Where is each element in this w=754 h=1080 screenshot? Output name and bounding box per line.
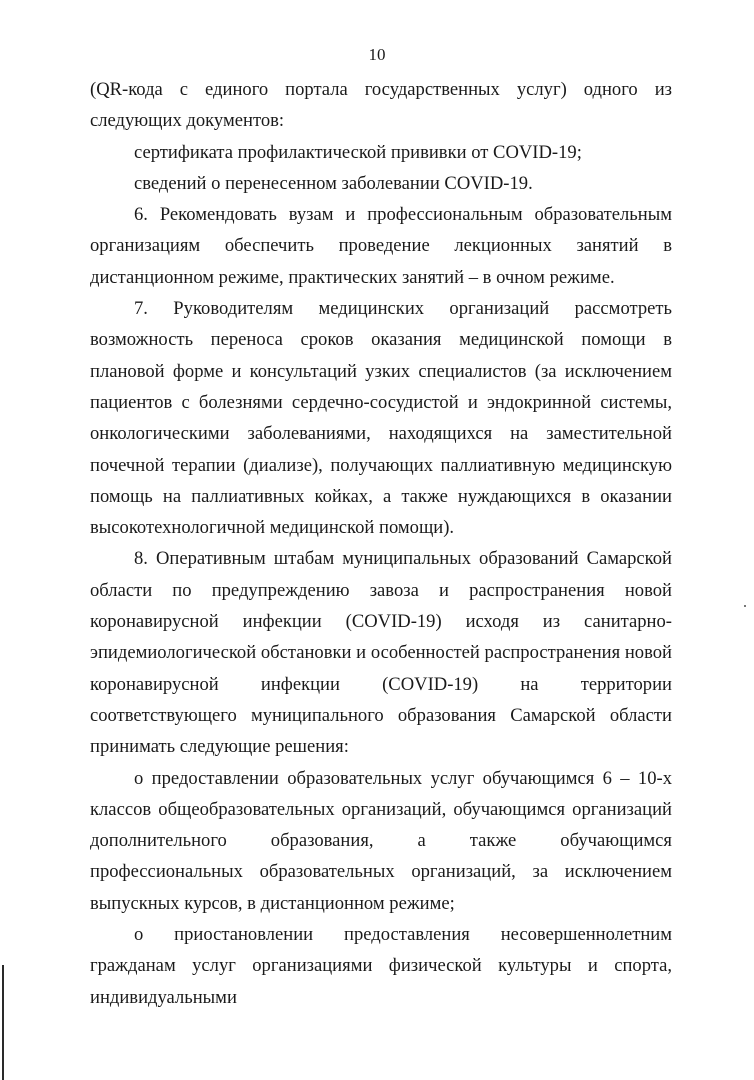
- paragraph-sports-suspension: о приостановлении предоставления несовершеннолетним гражданам услуг организациями физической культуры и спорта, индивидуальными: [90, 924, 672, 1008]
- scan-speck: [744, 605, 746, 607]
- paragraph-qr-documents: (QR-кода с единого портала государственных услуг) одного из следующих документов:: [90, 79, 672, 132]
- paragraph-item-7-medical: 7. Руководителям медицинских организаций рассмотреть возможность переноса сроков оказания медицинской помощи в плановой форме и консультаций узких специалистов (за исключением пациентов с болезнями сердечно-сосудистой и эндокринной системы, онкологическими заболеваниями, находящихся на заместительной почечной терапии (диализе), получающих паллиативную медицинскую помощь на паллиативных койках, а также нуждающихся в оказании высокотехнологичной медицинской помощи).: [90, 298, 672, 539]
- document-body: [90, 74, 672, 1013]
- paragraph-item-8-headquarters: 8. Оперативным штабам муниципальных образований Самарской области по предупреждению завоза и распространения новой коронавирусной инфекции (COVID-19) исходя из санитарно-эпидемиологической обстановки и особенностей распространения новой коронавирусной инфекции (COVID-19) на территории соответствующего муниципального образования Самарской области принимать следующие решения:: [90, 548, 672, 758]
- paragraph-recovery-info: сведений о перенесенном заболевании COVID-19.: [134, 172, 533, 194]
- paragraph-vaccination-certificate: сертификата профилактической прививки от COVID-19;: [134, 141, 582, 163]
- scan-edge-mark: [2, 965, 4, 1080]
- page-number: 10: [368, 45, 386, 64]
- paragraph-remote-education: о предоставлении образовательных услуг обучающимся 6 – 10-х классов общеобразовательных организаций, обучающимся организаций дополнительного образования, а также обучающимся профессиональных образовательных организаций, за исключением выпускных курсов, в дистанционном режиме;: [90, 767, 672, 914]
- paragraph-item-6-universities: 6. Рекомендовать вузам и профессиональным образовательным организациям обеспечить проведение лекционных занятий в дистанционном режиме, практических занятий – в очном режиме.: [90, 204, 672, 288]
